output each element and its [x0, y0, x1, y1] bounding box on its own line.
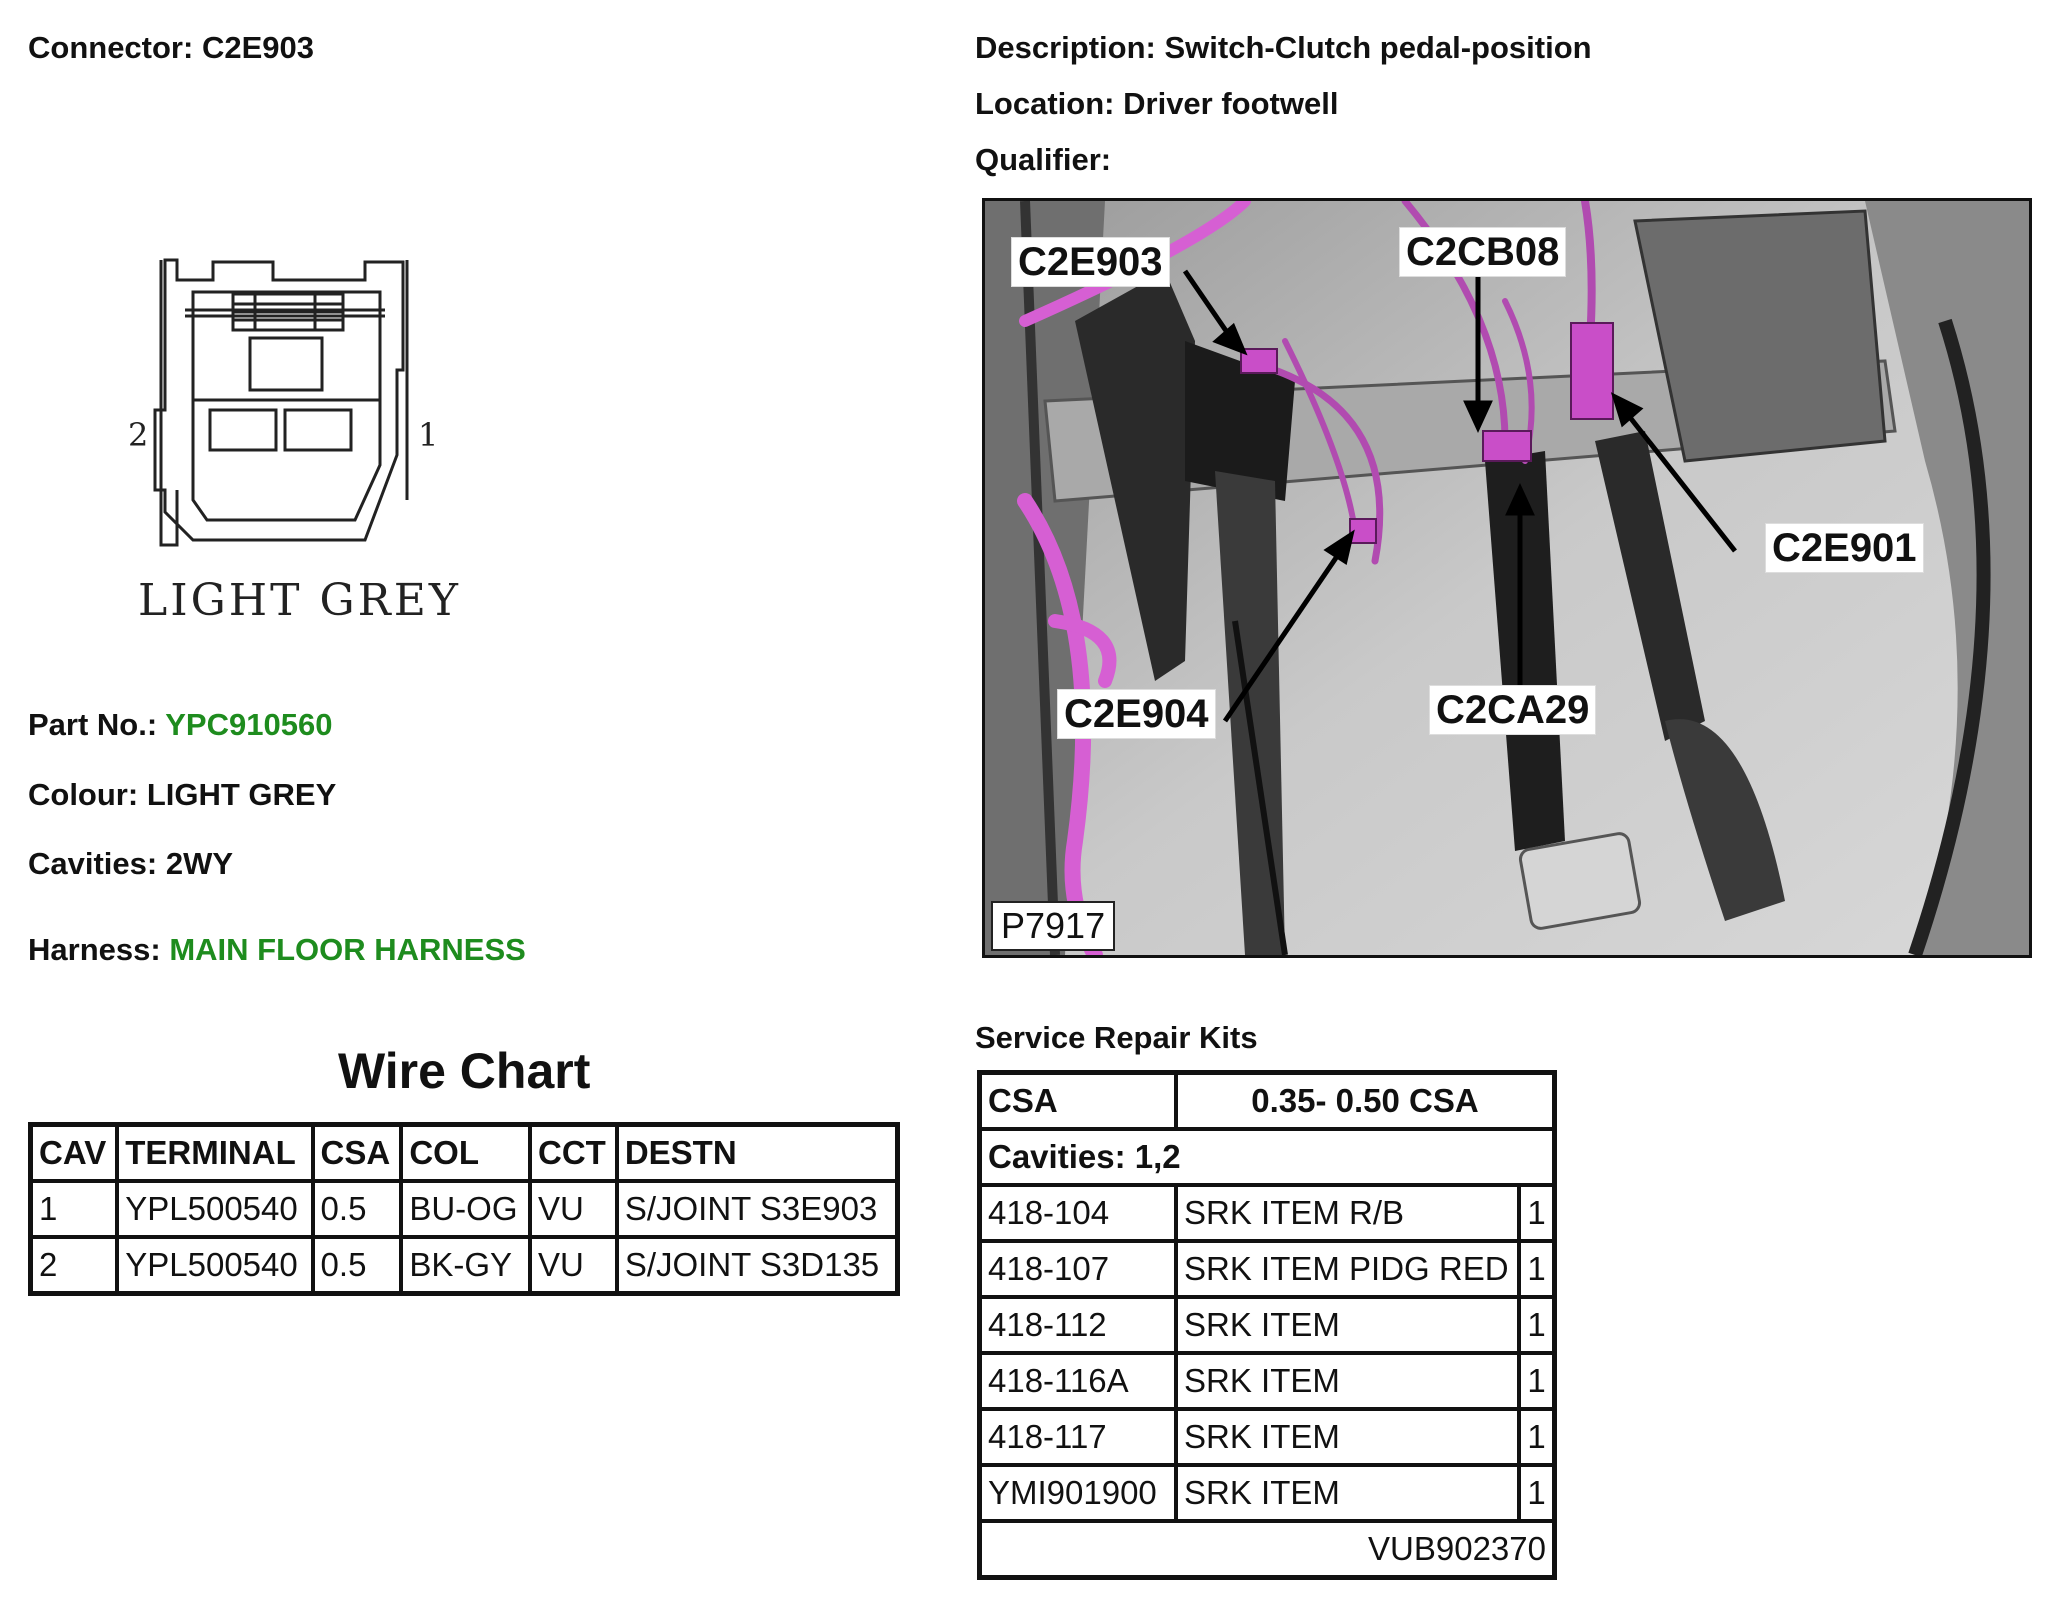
csa-label: CSA [980, 1073, 1177, 1130]
kit-desc: SRK ITEM [1176, 1409, 1519, 1465]
description-label: Description: [975, 30, 1156, 65]
connector-location-photo [982, 198, 2032, 958]
kit-qty: 1 [1519, 1241, 1554, 1297]
cell-cav: 1 [31, 1181, 118, 1237]
kit-footer-row [980, 1521, 1555, 1578]
header-destn: DESTN [617, 1125, 898, 1182]
kit-desc: SRK ITEM [1176, 1465, 1519, 1521]
location-line [975, 86, 1338, 122]
cell-cct: VU [530, 1237, 617, 1294]
wire-chart-title: Wire Chart [338, 1043, 591, 1099]
kit-footer: VUB902370 [980, 1521, 1555, 1578]
connector-face-drawing [135, 250, 435, 560]
callout-c2e904: C2E904 [1057, 689, 1216, 739]
wire-chart-table [28, 1122, 900, 1296]
connector-heading [28, 30, 314, 66]
kit-part: 418-112 [980, 1297, 1177, 1353]
part-number-label: Part No.: [28, 707, 158, 742]
cell-terminal: YPL500540 [117, 1181, 312, 1237]
header-col: COL [401, 1125, 530, 1182]
header-csa: CSA [313, 1125, 402, 1182]
table-row [31, 1181, 898, 1237]
kit-cavities: Cavities: 1,2 [980, 1129, 1555, 1185]
table-row [31, 1237, 898, 1294]
callout-c2cb08: C2CB08 [1399, 227, 1566, 277]
description-value: Switch-Clutch pedal-position [1164, 30, 1592, 65]
connector-colour-caption: LIGHT GREY [138, 575, 461, 626]
kit-qty: 1 [1519, 1353, 1554, 1409]
cell-csa: 0.5 [313, 1181, 402, 1237]
header-cav: CAV [31, 1125, 118, 1182]
description-line [975, 30, 1592, 66]
kit-part: 418-116A [980, 1353, 1177, 1409]
colour-line [28, 777, 336, 813]
header-cct: CCT [530, 1125, 617, 1182]
cavities-line [28, 846, 233, 882]
kit-part: YMI901900 [980, 1465, 1177, 1521]
kit-desc: SRK ITEM [1176, 1297, 1519, 1353]
csa-row [980, 1073, 1555, 1130]
location-value: Driver footwell [1123, 86, 1339, 121]
callout-c2e903: C2E903 [1011, 237, 1170, 287]
kit-qty: 1 [1519, 1465, 1554, 1521]
kit-desc: SRK ITEM PIDG RED [1176, 1241, 1519, 1297]
kit-desc: SRK ITEM [1176, 1353, 1519, 1409]
harness-label: Harness: [28, 932, 161, 967]
service-repair-kits-table [977, 1070, 1557, 1580]
kit-desc: SRK ITEM R/B [1176, 1185, 1519, 1241]
kit-qty: 1 [1519, 1297, 1554, 1353]
colour-value: LIGHT GREY [146, 777, 337, 812]
kit-part: 418-107 [980, 1241, 1177, 1297]
cavities-label: Cavities: [28, 846, 158, 881]
footwell-illustration [985, 201, 2029, 955]
table-row [980, 1241, 1555, 1297]
callout-c2e901: C2E901 [1765, 523, 1924, 573]
service-repair-kits-title: Service Repair Kits [975, 1020, 1258, 1055]
qualifier-line [975, 142, 1111, 178]
table-row [980, 1465, 1555, 1521]
connector-value: C2E903 [201, 30, 314, 65]
kit-qty: 1 [1519, 1409, 1554, 1465]
cell-csa: 0.5 [313, 1237, 402, 1294]
connector-label: Connector: [28, 30, 194, 65]
qualifier-label: Qualifier: [975, 142, 1112, 177]
colour-label: Colour: [28, 777, 139, 812]
harness-link[interactable]: MAIN FLOOR HARNESS [169, 932, 526, 967]
header-terminal: TERMINAL [117, 1125, 312, 1182]
callout-c2ca29: C2CA29 [1429, 685, 1596, 735]
cell-col: BU-OG [401, 1181, 530, 1237]
cell-terminal: YPL500540 [117, 1237, 312, 1294]
harness-line [28, 932, 526, 968]
photo-id: P7917 [991, 901, 1115, 951]
kit-qty: 1 [1519, 1185, 1554, 1241]
cavities-value: 2WY [165, 846, 234, 881]
part-number-link[interactable]: YPC910560 [165, 707, 333, 742]
kit-part: 418-117 [980, 1409, 1177, 1465]
cell-col: BK-GY [401, 1237, 530, 1294]
wire-chart-header-row [31, 1125, 898, 1182]
cell-cct: VU [530, 1181, 617, 1237]
table-row [980, 1297, 1555, 1353]
table-row [980, 1409, 1555, 1465]
cell-destn: S/JOINT S3D135 [617, 1237, 898, 1294]
cell-destn: S/JOINT S3E903 [617, 1181, 898, 1237]
table-row [980, 1353, 1555, 1409]
pin-2-label: 2 [128, 416, 149, 454]
cavities-row [980, 1129, 1555, 1185]
part-number-line [28, 707, 332, 743]
location-label: Location: [975, 86, 1115, 121]
table-row [980, 1185, 1555, 1241]
pin-1-label: 1 [418, 416, 439, 454]
csa-value: 0.35- 0.50 CSA [1176, 1073, 1555, 1130]
kit-part: 418-104 [980, 1185, 1177, 1241]
cell-cav: 2 [31, 1237, 118, 1294]
